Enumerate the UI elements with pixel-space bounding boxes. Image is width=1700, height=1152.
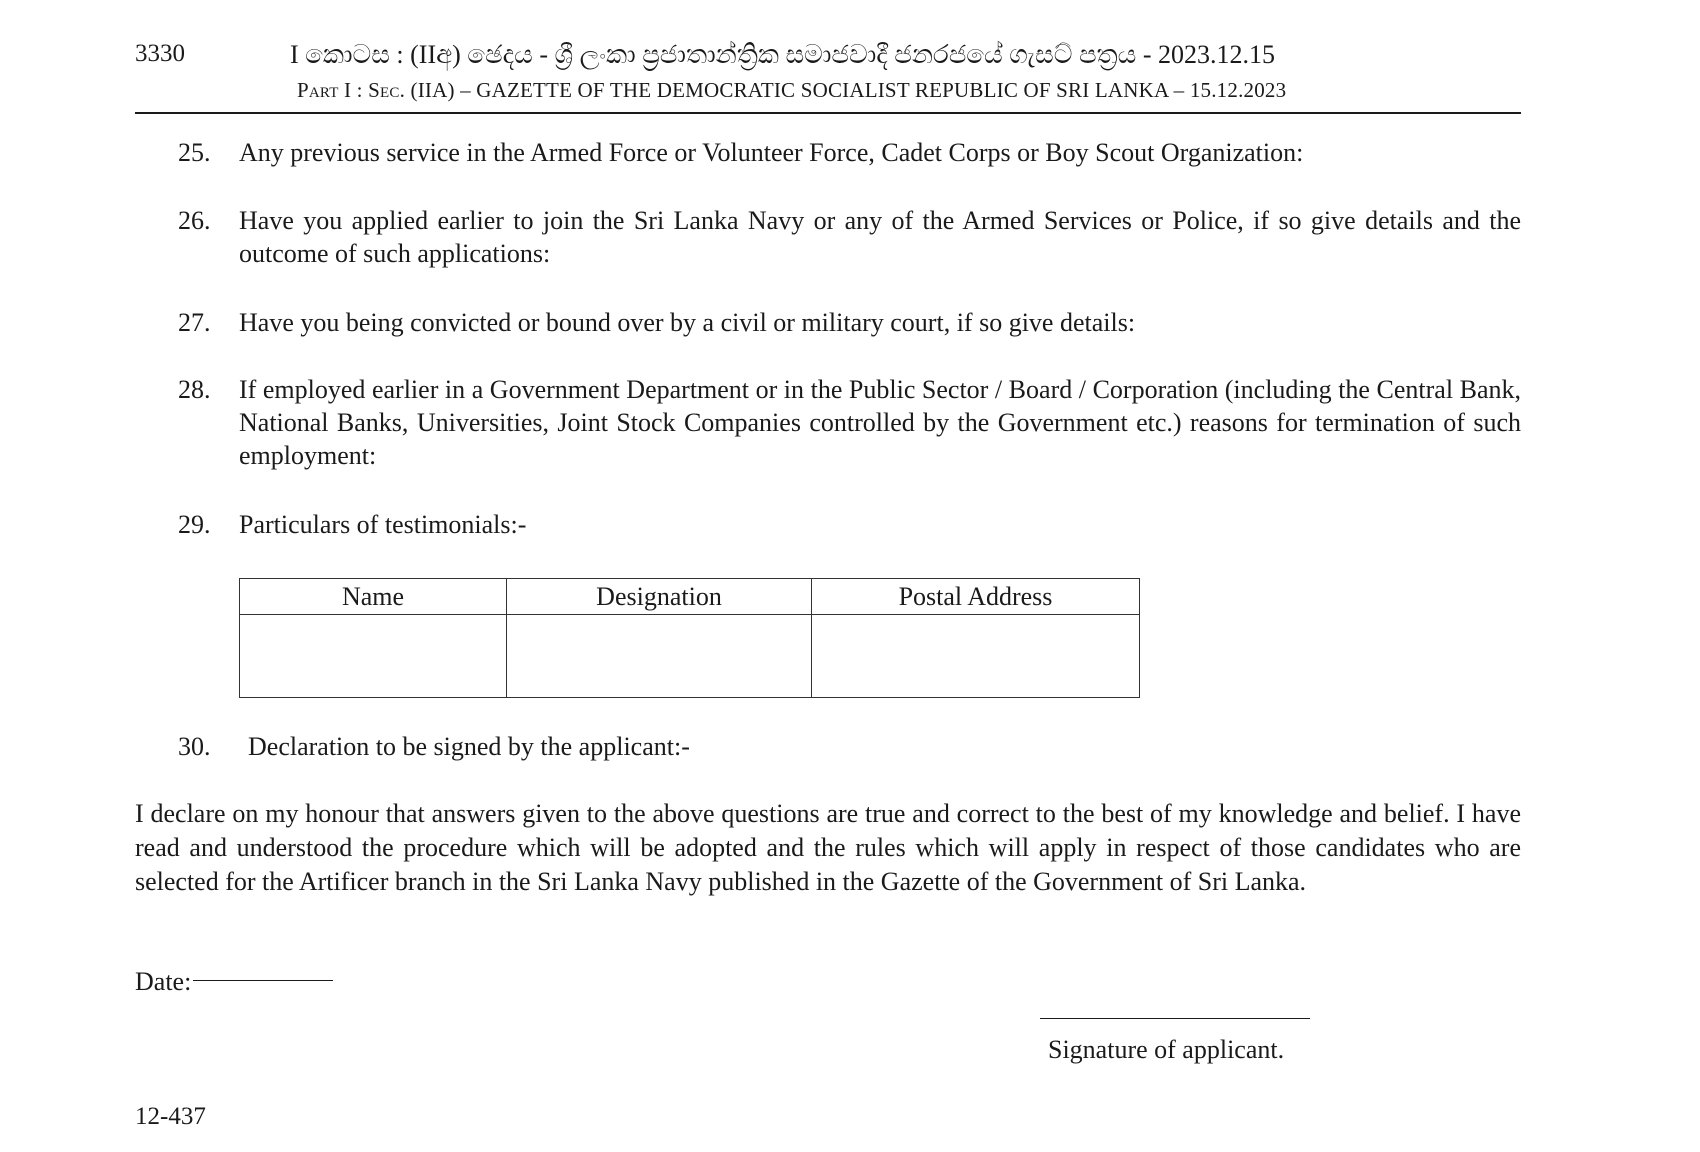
column-header-postal-address: Postal Address (812, 579, 1140, 615)
question-text: If employed earlier in a Government Department or in the Public Sector / Board / Corporation (including the Central Bank, National Banks, Universities, Joint Stock Companies controlled by the Government etc.) reasons for termination of such employment: (239, 375, 1521, 470)
signature-label: Signature of applicant. (1048, 1035, 1285, 1064)
declaration-paragraph: I declare on my honour that answers given to the above questions are true and correct to the best of my knowledge and belief. I have read and understood the procedure which will be adopted and the rules which will apply in respect of those candidates who are selected for the Artificer branch in the Sri Lanka Navy published in the Gazette of the Government of Sri Lanka. (135, 799, 1521, 896)
cell-name[interactable] (240, 615, 507, 698)
question-26 (178, 204, 1521, 270)
question-27 (178, 306, 1521, 339)
cell-postal-address[interactable] (812, 615, 1140, 698)
cell-designation[interactable] (507, 615, 812, 698)
testimonials-table (239, 578, 1140, 698)
table-header-row (240, 579, 1140, 615)
question-text: Have you being convicted or bound over by a civil or military court, if so give details: (239, 308, 1136, 337)
question-number: 28. (178, 375, 211, 404)
question-number: 27. (178, 308, 211, 337)
question-number: 30. (178, 732, 211, 761)
question-text: Declaration to be signed by the applicant:- (248, 732, 690, 761)
signature-blank-line[interactable] (1040, 1018, 1310, 1019)
footer-code: 12-437 (135, 1103, 206, 1130)
header-title-sinhala: I කොටස : (IIඅ) ඡෙදය - ශ්‍රී ලංකා ප්‍රජාතාන්ත්‍රික සමාජවාදී ජනරජයේ ගැසට් පත්‍රය - 2023.12.15 (290, 40, 1276, 69)
question-29 (178, 508, 1521, 541)
question-28 (178, 373, 1521, 472)
header-divider (135, 112, 1521, 114)
date-field (135, 967, 333, 997)
column-header-name: Name (240, 579, 507, 615)
date-blank-line[interactable] (193, 980, 333, 981)
question-number: 29. (178, 510, 211, 539)
question-text: Particulars of testimonials:- (239, 510, 527, 539)
question-text: Any previous service in the Armed Force or Volunteer Force, Cadet Corps or Boy Scout Organization: (239, 138, 1304, 167)
header-title-english: Part I : Sec. (IIA) – GAZETTE OF THE DEMOCRATIC SOCIALIST REPUBLIC OF SRI LANKA – 15.12.2023 (297, 78, 1287, 102)
question-number: 26. (178, 206, 211, 235)
column-header-designation: Designation (507, 579, 812, 615)
question-number: 25. (178, 138, 211, 167)
date-label: Date: (135, 967, 192, 996)
question-text: Have you applied earlier to join the Sri Lanka Navy or any of the Armed Services or Police, if so give details and the outcome of such applications: (239, 206, 1521, 268)
page-number: 3330 (135, 40, 185, 67)
table-row (240, 615, 1140, 698)
question-25 (178, 136, 1521, 169)
question-30 (178, 730, 1521, 763)
